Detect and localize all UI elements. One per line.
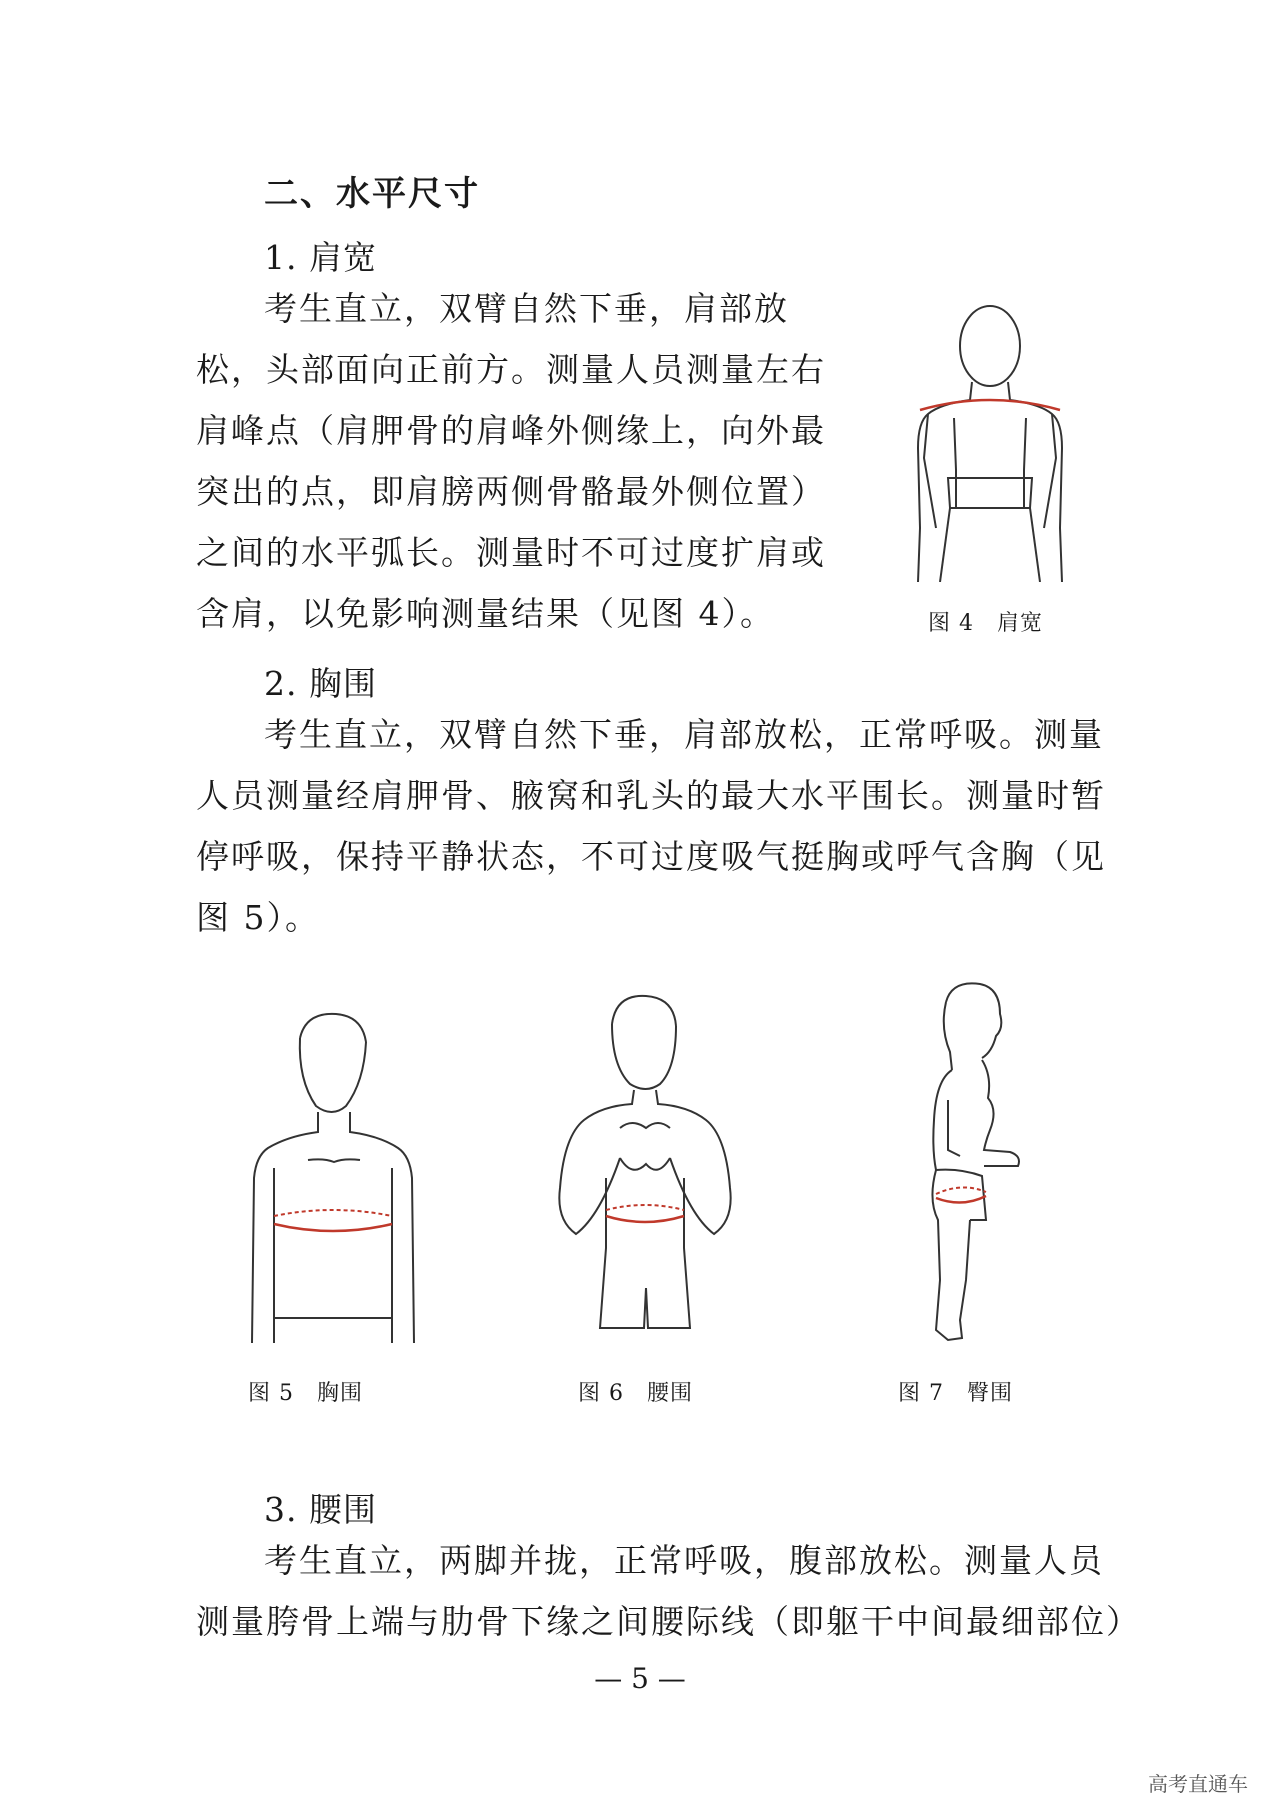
text-line: 含肩，以免影响测量结果（见图 4）。 — [196, 594, 775, 633]
figure-shoulder-width — [900, 298, 1080, 582]
paragraph-waist — [196, 1530, 1141, 1652]
caption-figure-7: 图 7 臀围 — [898, 1381, 1013, 1406]
side-view-figure-illustration — [900, 980, 1040, 1345]
back-view-figure-illustration — [900, 298, 1080, 582]
caption-figure-5: 图 5 胸围 — [248, 1381, 363, 1406]
figure-waist — [550, 988, 740, 1343]
text-line: 突出的点，即肩膀两侧骨骼最外侧位置） — [196, 472, 826, 511]
paragraph-shoulder — [196, 278, 826, 644]
front-view-figure-hands-up-illustration — [550, 988, 740, 1343]
paragraph-chest — [196, 704, 1106, 948]
figure-hip — [900, 980, 1040, 1345]
text-line: 停呼吸，保持平静状态，不可过度吸气挺胸或呼气含胸（见 — [196, 837, 1106, 876]
text-line: 考生直立，双臂自然下垂，肩部放 — [264, 289, 789, 328]
page-number: — 5 — — [594, 1662, 686, 1695]
section-heading: 二、水平尺寸 — [264, 174, 480, 214]
text-line: 松，头部面向正前方。测量人员测量左右 — [196, 350, 826, 389]
text-line: 测量胯骨上端与肋骨下缘之间腰际线（即躯干中间最细部位） — [196, 1602, 1141, 1641]
text-line: 肩峰点（肩胛骨的肩峰外侧缘上，向外最 — [196, 411, 826, 450]
front-view-figure-illustration — [228, 1008, 428, 1343]
item-title-shoulder: 1. 肩宽 — [264, 238, 377, 277]
item-title-waist: 3. 腰围 — [264, 1490, 377, 1529]
item-title-chest: 2. 胸围 — [264, 664, 377, 703]
text-line: 之间的水平弧长。测量时不可过度扩肩或 — [196, 533, 826, 572]
caption-figure-4: 图 4 肩宽 — [928, 611, 1043, 636]
text-line: 考生直立，双臂自然下垂，肩部放松，正常呼吸。测量 — [264, 715, 1104, 754]
caption-figure-6: 图 6 腰围 — [578, 1381, 693, 1406]
figure-chest — [228, 1008, 428, 1343]
watermark-text: 高考直通车 — [1148, 1772, 1248, 1796]
text-line: 图 5）。 — [196, 898, 320, 937]
text-line: 人员测量经肩胛骨、腋窝和乳头的最大水平围长。测量时暂 — [196, 776, 1106, 815]
text-line: 考生直立，两脚并拢，正常呼吸，腹部放松。测量人员 — [264, 1541, 1104, 1580]
